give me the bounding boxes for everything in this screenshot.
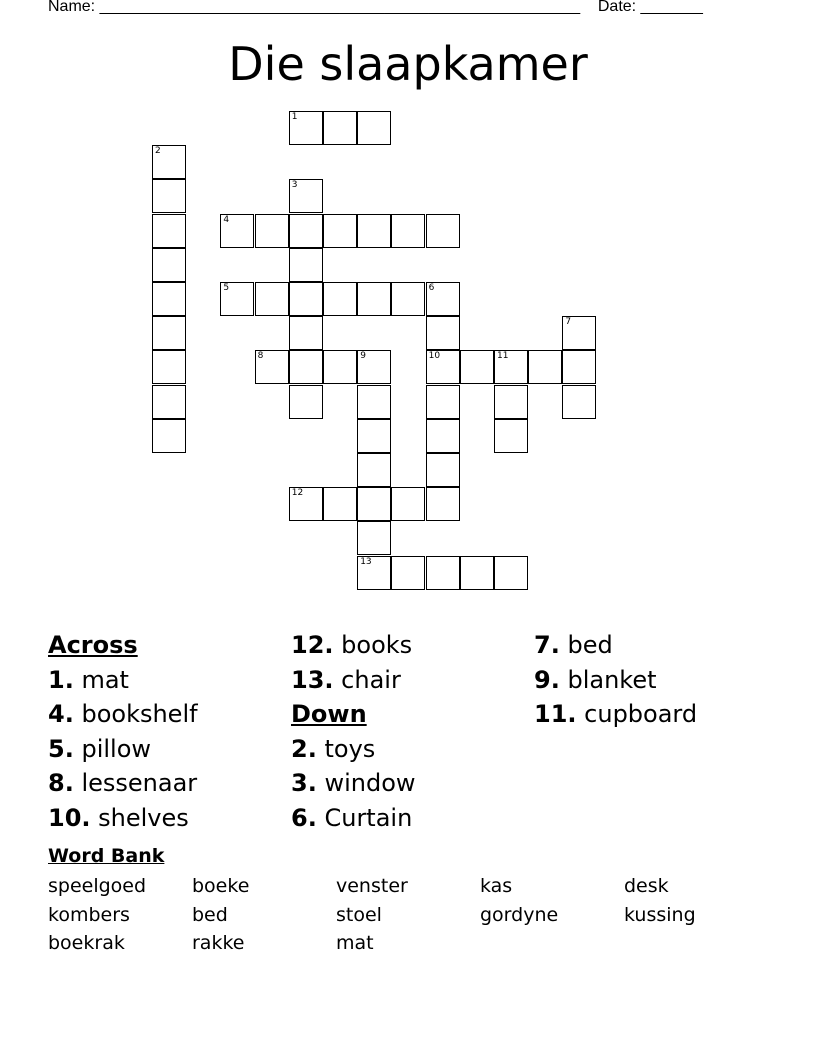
crossword-cell[interactable]	[357, 111, 391, 145]
crossword-cell[interactable]	[255, 282, 289, 316]
word-bank-word: mat	[336, 932, 374, 954]
clue-across-10: 10. shelves	[48, 803, 189, 832]
clue-across-4: 4. bookshelf	[48, 700, 198, 728]
word-bank-word: kombers	[48, 903, 130, 926]
clue-number-label: 7	[565, 317, 572, 328]
crossword-cell[interactable]	[289, 350, 323, 384]
clue-number-label: 12	[291, 488, 304, 499]
crossword-cell[interactable]	[426, 214, 460, 248]
crossword-cell[interactable]	[357, 385, 391, 419]
crossword-cell[interactable]	[323, 350, 357, 384]
crossword-cell[interactable]	[255, 350, 289, 384]
clues-column-2	[291, 628, 531, 835]
crossword-cell[interactable]	[426, 487, 460, 521]
crossword-cell[interactable]	[562, 350, 596, 384]
crossword-cell[interactable]	[357, 556, 391, 590]
crossword-cell[interactable]	[152, 350, 186, 384]
crossword-cell[interactable]	[289, 316, 323, 350]
clue-down-9: 9. blanket	[534, 665, 657, 694]
crossword-cell[interactable]	[494, 419, 528, 453]
crossword-cell[interactable]	[357, 419, 391, 453]
crossword-cell[interactable]	[426, 282, 460, 316]
crossword-cell[interactable]	[357, 350, 391, 384]
clue-number-label: 9	[360, 351, 366, 362]
crossword-cell[interactable]	[426, 453, 460, 487]
crossword-cell[interactable]	[357, 521, 391, 555]
crossword-cell[interactable]	[391, 214, 425, 248]
clue-number-label: 10	[428, 351, 441, 362]
crossword-cell[interactable]	[289, 248, 323, 282]
crossword-cell[interactable]	[323, 282, 357, 316]
crossword-cell[interactable]	[494, 385, 528, 419]
word-bank-word: kussing	[624, 903, 696, 926]
across-heading: Across	[48, 631, 138, 659]
clue-down-11: 11. cupboard	[534, 700, 698, 728]
clue-across-8: 8. lessenaar	[48, 769, 198, 797]
crossword-cell[interactable]	[152, 282, 186, 316]
crossword-cell[interactable]	[323, 487, 357, 521]
clues-column-1	[48, 628, 288, 835]
clue-number-label: 2	[155, 146, 161, 157]
word-bank-word: speelgoed	[48, 875, 147, 897]
clue-across-12: 12. books	[291, 631, 413, 659]
crossword-cell[interactable]	[357, 282, 391, 316]
crossword-cell[interactable]	[289, 487, 323, 521]
word-bank-word: stoel	[336, 903, 382, 926]
clues-column-3	[534, 628, 774, 732]
word-bank-title: Word Bank	[48, 845, 165, 867]
word-bank-word: gordyne	[480, 903, 559, 926]
crossword-cell[interactable]	[562, 316, 596, 350]
clue-down-2: 2. toys	[291, 734, 376, 763]
crossword-cell[interactable]	[391, 282, 425, 316]
crossword-cell[interactable]	[426, 316, 460, 350]
crossword-cell[interactable]	[460, 556, 494, 590]
clue-down-6: 6. Curtain	[291, 803, 413, 832]
crossword-cell[interactable]	[426, 419, 460, 453]
clue-number-label: 5	[223, 283, 230, 293]
clue-across-5: 5. pillow	[48, 734, 152, 763]
crossword-cell[interactable]	[152, 419, 186, 453]
clue-number-label: 13	[360, 556, 372, 567]
page-title: Die slaapkamer	[228, 37, 588, 91]
clue-number-label: 4	[223, 214, 230, 225]
clue-down-7: 7. bed	[534, 631, 613, 659]
word-bank-word: rakke	[192, 932, 245, 954]
word-bank-word: bed	[192, 903, 228, 926]
crossword-cell[interactable]	[289, 282, 323, 316]
crossword-cell[interactable]	[562, 385, 596, 419]
clue-number-label: 1	[291, 112, 298, 122]
crossword-cell[interactable]	[152, 179, 186, 213]
clue-number-label: 6	[428, 283, 435, 293]
crossword-cell[interactable]	[289, 385, 323, 419]
crossword-cell[interactable]	[426, 385, 460, 419]
crossword-cell[interactable]	[357, 487, 391, 521]
crossword-cell[interactable]	[289, 111, 323, 145]
crossword-cell[interactable]	[255, 214, 289, 248]
crossword-cell[interactable]	[289, 179, 323, 213]
clue-number-label: 8	[257, 351, 264, 362]
crossword-cell[interactable]	[220, 282, 254, 316]
word-bank-word: boeke	[192, 875, 250, 897]
crossword-cell[interactable]	[391, 556, 425, 590]
word-bank-word: desk	[624, 875, 669, 897]
crossword-cell[interactable]	[494, 350, 528, 384]
crossword-cell[interactable]	[426, 350, 460, 384]
crossword-cell[interactable]	[391, 487, 425, 521]
down-heading: Down	[291, 700, 367, 728]
word-bank-word: venster	[336, 875, 408, 897]
crossword-cell[interactable]	[357, 453, 391, 487]
crossword-cell[interactable]	[289, 214, 323, 248]
crossword-cell[interactable]	[426, 556, 460, 590]
name-date-line: Name: ______________________________________________________ Date: _______	[48, 0, 703, 15]
word-bank-word: kas	[480, 875, 513, 897]
crossword-cell[interactable]	[152, 248, 186, 282]
crossword-cell[interactable]	[528, 350, 562, 384]
clue-down-3: 3. window	[291, 769, 416, 797]
clue-number-label: 3	[291, 180, 298, 191]
crossword-cell[interactable]	[323, 111, 357, 145]
word-bank-word: boekrak	[48, 932, 125, 954]
crossword-cell[interactable]	[460, 350, 494, 384]
crossword-cell[interactable]	[323, 214, 357, 248]
clue-across-13: 13. chair	[291, 665, 401, 694]
crossword-cell[interactable]	[152, 145, 186, 179]
clue-number-label: 11	[497, 351, 509, 362]
crossword-cell[interactable]	[152, 214, 186, 248]
crossword-cell[interactable]	[152, 316, 186, 350]
crossword-cell[interactable]	[494, 556, 528, 590]
crossword-cell[interactable]	[152, 385, 186, 419]
crossword-cell[interactable]	[357, 214, 391, 248]
crossword-cell[interactable]	[220, 214, 254, 248]
clue-across-1: 1. mat	[48, 665, 129, 694]
